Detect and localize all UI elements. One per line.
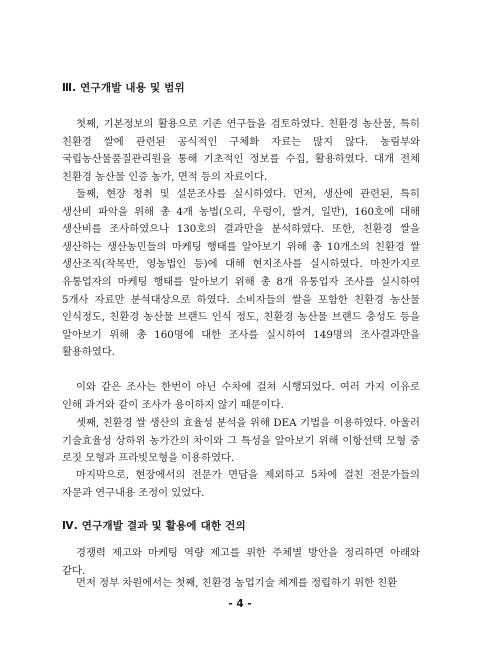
paragraph-fifth: 마지막으로, 현장에서의 전문가 면담을 제외하고 5차에 걸친 전문가들의 자문과 연구내용 조정이 있었다. — [62, 469, 420, 499]
section-heading-iii: Ⅲ. 연구개발 내용 및 범위 — [62, 82, 185, 94]
paragraph-third: 이와 같은 조사는 한번이 아닌 수차에 걸쳐 시행되었다. 여러 가지 이유로 인해 과거와 같이 조사가 용이하지 않기 때문이다. — [62, 381, 420, 411]
paragraph-government: 먼저 정부 차원에서는 첫째, 친환경 농업기술 체계를 정립하기 위한 친환 — [76, 577, 398, 589]
page-number: - 4 - — [228, 598, 252, 610]
paragraph-fourth: 셋째, 친환경 쌀 생산의 효율성 분석을 위해 DEA 기법을 이용하였다. 아울러 기술효율성 상하위 농가간의 차이와 그 특성을 알아보기 위해 이항선택 모형 중 로짓 모형과 프라빗모형을 이용하였다. — [62, 417, 420, 465]
paragraph-results-intro: 경쟁력 제고와 마케팅 역량 제고를 위한 주체별 방안을 정리하면 아래와 같다. — [62, 547, 420, 577]
section-heading-iv: Ⅳ. 연구개발 결과 및 활용에 대한 건의 — [62, 520, 246, 532]
paragraph-first: 첫째, 기본정보의 활용으로 기존 연구들을 검토하였다. 친환경 농산물, 특히 친환경 쌀에 관련된 공식적인 구체화 자료는 많지 않다. 농림부와 국립농산물품질관리원을 통해 기초적인 정보를 수집, 활용하였다. 대개 전체 친환경 농산물 인증 농가, 면적 등의 자료이다. — [62, 118, 420, 183]
paragraph-second: 둘째, 현장 청취 및 설문조사를 실시하였다. 먼저, 생산에 관련된, 특히 생산비 파악을 위해 총 4개 농법(오리, 우렁이, 쌀겨, 일반), 160호에 대해 생산비를 조사하였으나 130호의 결과만을 분석하였다. 또한, 친환경 쌀을 생산하는 생산농민들의 마케팅 행태를 알아보기 위해 총 10개소의 친환경 쌀 생산조직(작목반, 영농법인 등)에 대해 현지조사를 실시하였다. 마찬가지로 유통업자의 마케팅 행태를 알아보기 위해 총 8개 유통업자 조사를 실시하여 5개사 자료만 분석대상으로 하였다. 소비자들의 쌀을 포함한 친환경 농산물 인식정도, 친환경 농산물 브랜드 인식 정도, 친환경 농산물 브랜드 충성도 등을 알아보기 위해 총 160명에 대한 조사를 실시하여 149명의 조사결과만을 활용하였다. — [62, 188, 420, 359]
